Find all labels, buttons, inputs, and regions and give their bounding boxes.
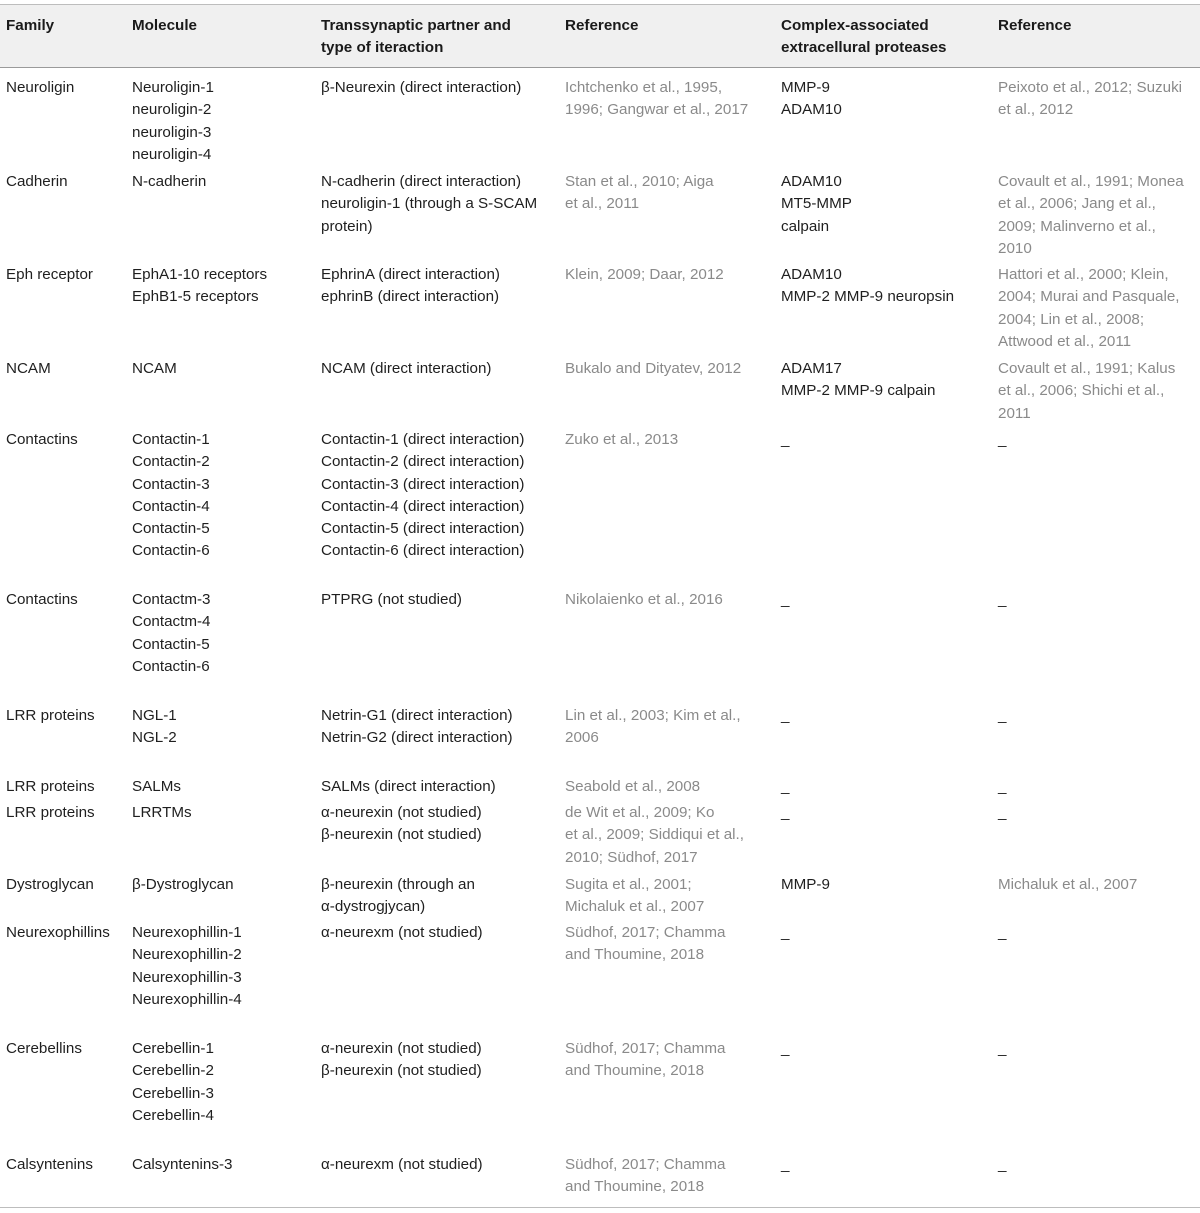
header-partner bbox=[321, 15, 511, 60]
cell-line: β-Neurexin (direct interaction) bbox=[321, 79, 522, 96]
cell-line: Lin et al., 2003; Kim et al., bbox=[565, 707, 741, 724]
cell-proteases bbox=[781, 1154, 789, 1176]
cell-line: Sugita et al., 2001; bbox=[565, 876, 692, 893]
cell-protease-reference bbox=[998, 922, 1006, 944]
cell-line: Contactins bbox=[6, 431, 78, 448]
header-protease-reference bbox=[998, 15, 1071, 37]
cell-line: β-Dystroglycan bbox=[132, 876, 234, 893]
cell-line: Neurexophillins bbox=[6, 924, 110, 941]
cell-line: Molecule bbox=[132, 17, 197, 34]
cell-line: MMP-9 bbox=[781, 876, 830, 893]
cell-line: Covault et al., 1991; Kalus bbox=[998, 360, 1176, 377]
cell-proteases bbox=[781, 358, 935, 403]
cell-line: 2011 bbox=[998, 404, 1031, 422]
cell-family bbox=[6, 922, 110, 944]
cell-line: Zuko et al., 2013 bbox=[565, 431, 679, 448]
cell-line: α-neurexin (not studied) bbox=[321, 804, 482, 821]
cell-line: Netrin-G2 (direct interaction) bbox=[321, 729, 513, 747]
cell-family bbox=[6, 264, 93, 286]
cell-molecule bbox=[132, 1038, 214, 1127]
cell-line: Covault et al., 1991; Monea bbox=[998, 173, 1184, 190]
cell-line: _ bbox=[998, 431, 1007, 448]
cell-line: Bukalo and Dityatev, 2012 bbox=[565, 360, 742, 377]
cell-line: SALMs (direct interaction) bbox=[321, 778, 496, 795]
cell-molecule bbox=[132, 874, 234, 896]
cell-line: LRR proteins bbox=[6, 778, 95, 795]
cell-partner bbox=[321, 171, 537, 238]
cell-reference bbox=[565, 922, 725, 967]
cell-molecule bbox=[132, 429, 210, 563]
cell-line: α-neurexm (not studied) bbox=[321, 924, 483, 941]
table-bottom-rule bbox=[0, 1207, 1200, 1208]
cell-protease-reference bbox=[998, 1154, 1006, 1176]
cell-family bbox=[6, 874, 94, 896]
cell-line: ADAM17 bbox=[781, 360, 842, 377]
cell-line: Stan et al., 2010; Aiga bbox=[565, 173, 714, 190]
cell-family bbox=[6, 77, 74, 99]
cell-line: Cerebellin-2 bbox=[132, 1062, 214, 1080]
cell-molecule bbox=[132, 1154, 232, 1176]
cell-partner bbox=[321, 922, 483, 944]
cell-line: et al., 2011 bbox=[565, 195, 640, 213]
cell-family bbox=[6, 171, 68, 193]
cell-protease-reference bbox=[998, 264, 1180, 353]
cell-line: EphA1-10 receptors bbox=[132, 266, 268, 283]
cell-line: 2006 bbox=[565, 729, 599, 747]
cell-line: Contactin-3 bbox=[132, 475, 210, 493]
cell-line: _ bbox=[998, 924, 1007, 941]
cell-line: Klein, 2009; Daar, 2012 bbox=[565, 266, 724, 283]
cell-line: Cerebellin-1 bbox=[132, 1040, 214, 1057]
header-molecule bbox=[132, 15, 197, 37]
cell-partner bbox=[321, 77, 521, 99]
cell-line: Seabold et al., 2008 bbox=[565, 778, 701, 795]
cell-reference bbox=[565, 776, 700, 798]
cell-line: Reference bbox=[565, 17, 639, 34]
cell-line: _ bbox=[781, 431, 790, 448]
cell-partner bbox=[321, 705, 513, 750]
cell-line: 2004; Lin et al., 2008; bbox=[998, 310, 1145, 328]
cell-protease-reference bbox=[998, 874, 1137, 896]
cell-line: Family bbox=[6, 17, 55, 34]
cell-molecule bbox=[132, 264, 267, 309]
cell-line: Hattori et al., 2000; Klein, bbox=[998, 266, 1169, 283]
cell-protease-reference bbox=[998, 776, 1006, 798]
cell-line: Contactin-6 bbox=[132, 542, 210, 560]
cell-reference bbox=[565, 874, 704, 919]
cell-line: 1996; Gangwar et al., 2017 bbox=[565, 101, 749, 119]
cell-protease-reference bbox=[998, 171, 1184, 260]
cell-line: Cadherin bbox=[6, 173, 68, 190]
cell-proteases bbox=[781, 802, 789, 824]
cell-partner bbox=[321, 264, 500, 309]
cell-line: Michaluk et al., 2007 bbox=[565, 898, 705, 916]
cell-line: Neurexophillin-2 bbox=[132, 946, 242, 964]
cell-line: Neurexophillin-4 bbox=[132, 990, 242, 1008]
cell-line: type of iteraction bbox=[321, 39, 444, 57]
cell-line: Dystroglycan bbox=[6, 876, 94, 893]
cell-line: NCAM (direct interaction) bbox=[321, 360, 492, 377]
cell-line: ADAM10 bbox=[781, 266, 842, 283]
cell-molecule bbox=[132, 77, 214, 166]
cell-line: _ bbox=[781, 707, 790, 724]
cell-line: _ bbox=[998, 707, 1007, 724]
cell-line: protein) bbox=[321, 217, 373, 235]
cell-line: _ bbox=[998, 1156, 1007, 1173]
cell-proteases bbox=[781, 589, 789, 611]
cell-molecule bbox=[132, 589, 211, 678]
cell-line: Contactin-2 bbox=[132, 453, 210, 471]
cell-line: 2004; Murai and Pasquale, bbox=[998, 288, 1180, 306]
cell-line: α-neurexin (not studied) bbox=[321, 1040, 482, 1057]
cell-line: NCAM bbox=[6, 360, 51, 377]
cell-line: ephrinB (direct interaction) bbox=[321, 288, 500, 306]
cell-proteases bbox=[781, 874, 830, 896]
cell-line: et al., 2012 bbox=[998, 101, 1074, 119]
cell-line: Neurexophillin-1 bbox=[132, 924, 242, 941]
cell-line: Neurexophillin-3 bbox=[132, 968, 242, 986]
cell-line: 2010 bbox=[998, 239, 1032, 257]
cell-family bbox=[6, 1154, 93, 1176]
cell-line: _ bbox=[998, 1040, 1007, 1057]
cell-line: de Wit et al., 2009; Ko bbox=[565, 804, 715, 821]
cell-molecule bbox=[132, 922, 242, 1011]
cell-line: neuroligin-2 bbox=[132, 101, 212, 119]
cell-line: MMP-2 MMP-9 calpain bbox=[781, 382, 936, 400]
cell-proteases bbox=[781, 77, 842, 122]
cell-family bbox=[6, 776, 95, 798]
cell-line: Attwood et al., 2011 bbox=[998, 332, 1132, 350]
cell-proteases bbox=[781, 264, 954, 309]
cell-line: MT5-MMP bbox=[781, 195, 852, 213]
cell-partner bbox=[321, 776, 496, 798]
cell-line: Contactin-3 (direct interaction) bbox=[321, 475, 525, 493]
cell-line: and Thoumine, 2018 bbox=[565, 1178, 705, 1196]
cell-line: Michaluk et al., 2007 bbox=[998, 876, 1138, 893]
cell-family bbox=[6, 705, 95, 727]
cell-line: et al., 2006; Jang et al., bbox=[998, 195, 1156, 213]
cell-line: Contactin-6 bbox=[132, 657, 210, 675]
cell-line: NGL-2 bbox=[132, 729, 177, 747]
cell-proteases bbox=[781, 1038, 789, 1060]
cell-reference bbox=[565, 429, 678, 451]
cell-line: _ bbox=[781, 1156, 790, 1173]
cell-line: et al., 2006; Shichi et al., bbox=[998, 382, 1165, 400]
cell-line: LRR proteins bbox=[6, 804, 95, 821]
cell-family bbox=[6, 429, 78, 451]
cell-line: Neuroligin bbox=[6, 79, 75, 96]
header-proteases bbox=[781, 15, 946, 60]
cell-reference bbox=[565, 705, 741, 750]
cell-proteases bbox=[781, 922, 789, 944]
cell-line: Transsynaptic partner and bbox=[321, 17, 511, 34]
cell-line: Calsyntenins bbox=[6, 1156, 93, 1173]
cell-line: Contactins bbox=[6, 591, 78, 608]
cell-protease-reference bbox=[998, 77, 1182, 122]
cell-line: β-neurexin (not studied) bbox=[321, 826, 482, 844]
cell-partner bbox=[321, 589, 462, 611]
cell-reference bbox=[565, 264, 724, 286]
cell-family bbox=[6, 358, 51, 380]
cell-line: calpain bbox=[781, 217, 830, 235]
cell-reference bbox=[565, 1154, 725, 1199]
cell-line: Cerebellin-4 bbox=[132, 1106, 214, 1124]
cell-family bbox=[6, 802, 95, 824]
cell-line: LRRTMs bbox=[132, 804, 192, 821]
cell-line: and Thoumine, 2018 bbox=[565, 1062, 705, 1080]
cell-line: Peixoto et al., 2012; Suzuki bbox=[998, 79, 1183, 96]
cell-line: β-neurexin (through an bbox=[321, 876, 475, 893]
cell-line: EphB1-5 receptors bbox=[132, 288, 259, 306]
cell-reference bbox=[565, 358, 741, 380]
cell-line: NGL-1 bbox=[132, 707, 177, 724]
cell-line: neuroligin-4 bbox=[132, 145, 212, 163]
cell-line: Complex-associated bbox=[781, 17, 929, 34]
cell-line: Südhof, 2017; Chamma bbox=[565, 924, 726, 941]
cell-line: α-dystrogjycan) bbox=[321, 898, 426, 916]
cell-line: Eph receptor bbox=[6, 266, 93, 283]
header-reference bbox=[565, 15, 638, 37]
cell-reference bbox=[565, 77, 748, 122]
cell-line: Contactin-2 (direct interaction) bbox=[321, 453, 525, 471]
cell-line: _ bbox=[998, 778, 1007, 795]
cell-line: N-cadherin bbox=[132, 173, 207, 190]
cell-protease-reference bbox=[998, 802, 1006, 824]
cell-line: EphrinA (direct interaction) bbox=[321, 266, 500, 283]
cell-line: N-cadherin (direct interaction) bbox=[321, 173, 522, 190]
cell-molecule bbox=[132, 776, 181, 798]
cell-family bbox=[6, 589, 78, 611]
cell-reference bbox=[565, 1038, 725, 1083]
cell-line: Contactin-5 bbox=[132, 635, 210, 653]
cell-line: _ bbox=[998, 804, 1007, 821]
cell-line: LRR proteins bbox=[6, 707, 95, 724]
cell-line: Contactin-5 bbox=[132, 520, 210, 538]
cell-line: Contactin-6 (direct interaction) bbox=[321, 542, 525, 560]
cell-line: ADAM10 bbox=[781, 101, 842, 119]
cell-proteases bbox=[781, 776, 789, 798]
cell-line: Contactin-1 (direct interaction) bbox=[321, 431, 525, 448]
cell-line: Südhof, 2017; Chamma bbox=[565, 1156, 726, 1173]
cell-line: _ bbox=[781, 591, 790, 608]
cell-partner bbox=[321, 358, 491, 380]
cell-molecule bbox=[132, 802, 192, 824]
cell-line: neuroligin-3 bbox=[132, 123, 212, 141]
cell-line: Reference bbox=[998, 17, 1072, 34]
cell-line: ADAM10 bbox=[781, 173, 842, 190]
cell-line: Nikolaienko et al., 2016 bbox=[565, 591, 723, 608]
cell-line: et al., 2009; Siddiqui et al., bbox=[565, 826, 744, 844]
cell-line: NCAM bbox=[132, 360, 177, 377]
cell-line: SALMs bbox=[132, 778, 181, 795]
cell-line: neuroligin-1 (through a S-SCAM bbox=[321, 195, 538, 213]
header-family bbox=[6, 15, 54, 37]
cell-reference bbox=[565, 802, 744, 869]
cell-line: Contactin-1 bbox=[132, 431, 210, 448]
cell-line: Netrin-G1 (direct interaction) bbox=[321, 707, 513, 724]
cell-line: β-neurexin (not studied) bbox=[321, 1062, 482, 1080]
cell-line: _ bbox=[781, 778, 790, 795]
cell-line: Südhof, 2017; Chamma bbox=[565, 1040, 726, 1057]
table-header-rule bbox=[0, 67, 1200, 68]
cell-line: Contactm-3 bbox=[132, 591, 211, 608]
cell-reference bbox=[565, 171, 714, 216]
cell-protease-reference bbox=[998, 429, 1006, 451]
cell-protease-reference bbox=[998, 589, 1006, 611]
cell-partner bbox=[321, 429, 524, 563]
cell-line: α-neurexm (not studied) bbox=[321, 1156, 483, 1173]
cell-line: 2010; Südhof, 2017 bbox=[565, 848, 698, 866]
cell-line: 2009; Malinverno et al., bbox=[998, 217, 1156, 235]
cell-line: Contactin-4 bbox=[132, 497, 210, 515]
cell-proteases bbox=[781, 705, 789, 727]
cell-line: Contactin-5 (direct interaction) bbox=[321, 520, 525, 538]
cell-molecule bbox=[132, 358, 177, 380]
cell-line: _ bbox=[781, 804, 790, 821]
cell-molecule bbox=[132, 171, 206, 193]
cell-line: MMP-9 bbox=[781, 79, 830, 96]
cell-line: _ bbox=[998, 591, 1007, 608]
cell-partner bbox=[321, 1038, 482, 1083]
cell-line: Contactin-4 (direct interaction) bbox=[321, 497, 525, 515]
cell-partner bbox=[321, 874, 475, 919]
cell-line: PTPRG (not studied) bbox=[321, 591, 462, 608]
cell-protease-reference bbox=[998, 1038, 1006, 1060]
cell-line: Contactm-4 bbox=[132, 613, 211, 631]
cell-line: Calsyntenins-3 bbox=[132, 1156, 233, 1173]
cell-protease-reference bbox=[998, 358, 1175, 425]
cell-line: and Thoumine, 2018 bbox=[565, 946, 705, 964]
cell-line: extracellural proteases bbox=[781, 39, 947, 57]
cell-line: Ichtchenko et al., 1995, bbox=[565, 79, 723, 96]
cell-line: Cerebellin-3 bbox=[132, 1084, 214, 1102]
cell-reference bbox=[565, 589, 723, 611]
cell-proteases bbox=[781, 171, 852, 238]
cell-molecule bbox=[132, 705, 177, 750]
cell-line: Neuroligin-1 bbox=[132, 79, 214, 96]
cell-line: MMP-2 MMP-9 neuropsin bbox=[781, 288, 955, 306]
cell-partner bbox=[321, 802, 482, 847]
cell-line: Cerebellins bbox=[6, 1040, 82, 1057]
cell-partner bbox=[321, 1154, 483, 1176]
cell-line: _ bbox=[781, 924, 790, 941]
cell-proteases bbox=[781, 429, 789, 451]
cell-line: _ bbox=[781, 1040, 790, 1057]
cell-family bbox=[6, 1038, 82, 1060]
cell-protease-reference bbox=[998, 705, 1006, 727]
